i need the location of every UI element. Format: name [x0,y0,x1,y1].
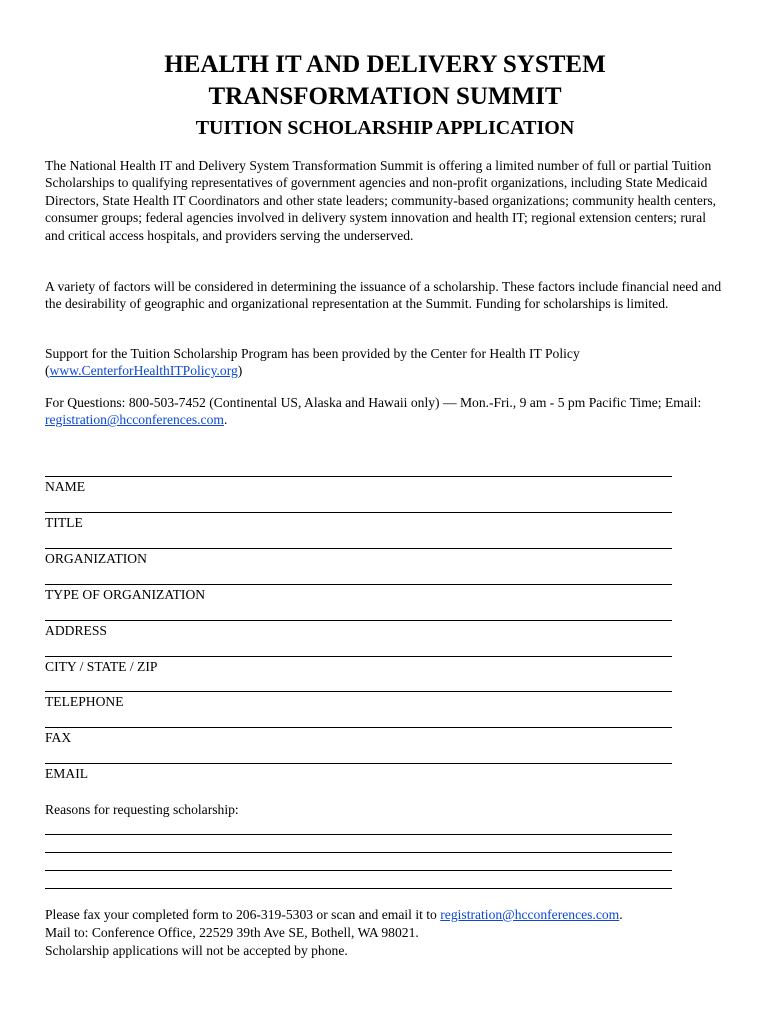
city-state-zip-label: CITY / STATE / ZIP [45,659,158,674]
reasons-label: Reasons for requesting scholarship: [45,802,239,817]
registration-email-link[interactable]: registration@hcconferences.com [45,412,224,428]
organization-label: ORGANIZATION [45,551,147,566]
page-subtitle: TUITION SCHOLARSHIP APPLICATION [195,117,575,139]
footer-mailing-address: Mail to: Conference Office, 22529 39th Ave SE, Bothell, WA 98021. [45,925,419,940]
address-field-line[interactable] [45,620,672,621]
name-field-line[interactable] [45,476,672,477]
support-paren-open: ( [45,363,50,379]
reasons-line-3[interactable] [45,870,672,871]
reasons-line-1[interactable] [45,834,672,835]
address-label: ADDRESS [45,623,107,638]
telephone-field-line[interactable] [45,691,672,692]
title-label: TITLE [45,515,83,530]
center-website-link[interactable]: www.CenterforHealthITPolicy.org [49,363,238,379]
footer-fax-end: . [619,907,623,922]
organization-type-field-line[interactable] [45,584,672,585]
questions-paragraph [45,394,725,429]
footer-fax-text: Please fax your completed form to 206-319-5303 or scan and email it to [45,907,437,922]
support-text: Support for the Tuition Scholarship Program has been provided by the Center for Health IT Policy [45,346,580,361]
support-paren-close: ) [237,363,243,379]
reasons-line-4[interactable] [45,888,672,889]
fax-field-line[interactable] [45,727,672,728]
page-title-line-2: TRANSFORMATION SUMMIT [208,83,562,110]
telephone-label: TELEPHONE [45,694,124,709]
intro-paragraph-1: The National Health IT and Delivery System Transformation Summit is offering a limited number of full or partial Tuition Scholarships to qualifying representatives of government agencies and non-profit organizations, including State Medicaid Directors, State Health IT Coordinators and other state leaders; community-based organizations; community health centers, consumer groups; federal agencies involved in delivery system innovation and health IT; regional extension centers; rural and critical access hospitals, and providers serving the underserved. [45,158,717,243]
footer-fax-instructions [45,906,735,924]
organization-field-line[interactable] [45,548,672,549]
email-field-line[interactable] [45,763,672,764]
title-field-line[interactable] [45,512,672,513]
questions-end: . [223,412,228,428]
footer-email-link[interactable]: registration@hcconferences.com [440,907,620,922]
email-label: EMAIL [45,766,89,781]
support-paragraph [45,345,725,380]
intro-paragraph-2: A variety of factors will be considered in determining the issuance of a scholarship. These factors include financial need and the desirability of geographic and organizational representation at the Summit. Funding for scholarships is limited. [45,279,722,312]
city-state-zip-field-line[interactable] [45,656,672,657]
questions-text: For Questions: 800-503-7452 (Continental US, Alaska and Hawaii only) — Mon.-Fri., 9 am - 5 pm Pacific Time; Email: [45,395,702,410]
fax-label: FAX [45,730,72,745]
reasons-line-2[interactable] [45,852,672,853]
footer-phone-notice: Scholarship applications will not be accepted by phone. [45,943,348,958]
organization-type-label: TYPE OF ORGANIZATION [45,587,206,602]
page-title-line-1: HEALTH IT AND DELIVERY SYSTEM [164,51,606,78]
name-label: NAME [45,479,86,494]
